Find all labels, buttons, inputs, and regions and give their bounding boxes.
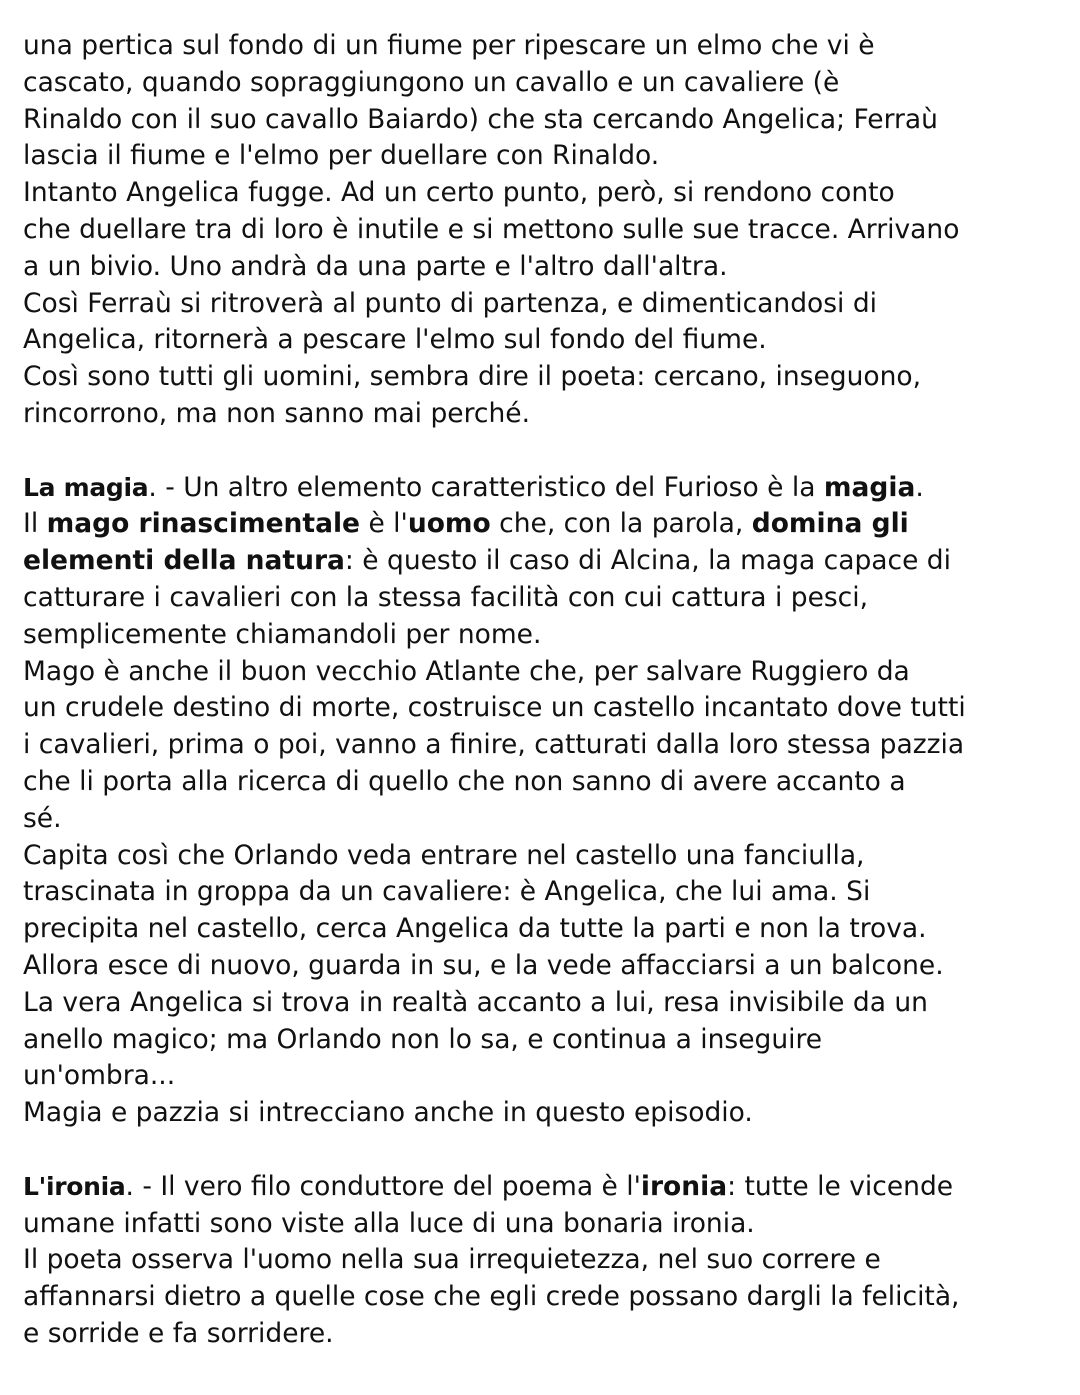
text-line: a un bivio. Uno andrà da una parte e l'altro dall'altra. [23, 250, 728, 282]
bold-text: magia [823, 471, 916, 503]
bold-text: domina gli [751, 508, 909, 540]
text-line: i cavalieri, prima o poi, vanno a finire, catturati dalla loro stessa pazzia [23, 729, 965, 761]
text-line: Magia e pazzia si intrecciano anche in questo episodio. [23, 1097, 753, 1129]
text-line: Angelica, ritornerà a pescare l'elmo sul fondo del fiume. [23, 324, 767, 356]
text-line: trascinata in groppa da un cavaliere: è Angelica, che lui ama. Si [23, 876, 871, 908]
text-span: . - Il vero filo conduttore del poema è l' [125, 1170, 641, 1202]
paragraph-spacer [23, 433, 1063, 470]
text-line: lascia il fiume e l'elmo per duellare con Rinaldo. [23, 140, 660, 172]
text-line: una pertica sul fondo di un fiume per ripescare un elmo che vi è [23, 30, 875, 61]
text-line: e sorride e fa sorridere. [23, 1317, 334, 1349]
bold-text: elementi della natura [23, 545, 345, 577]
text-line [23, 470, 1063, 507]
bold-text: uomo [407, 508, 491, 540]
text-line: sé. [23, 802, 62, 834]
text-line: cascato, quando sopraggiungono un cavallo e un cavaliere (è [23, 66, 840, 98]
text-line: Intanto Angelica fugge. Ad un certo punto, però, si rendono conto [23, 177, 895, 209]
section-heading-ironia: L'ironia [23, 1171, 126, 1201]
text-line: Rinaldo con il suo cavallo Baiardo) che sta cercando Angelica; Ferraù [23, 103, 938, 135]
text-line: precipita nel castello, cerca Angelica da tutte la parti e non la trova. [23, 913, 927, 945]
text-line: Capita così che Orlando veda entrare nel castello una fanciulla, [23, 839, 865, 871]
paragraph-spacer [23, 1132, 1063, 1169]
text-line: Così sono tutti gli uomini, sembra dire il poeta: cercano, inseguono, [23, 361, 922, 393]
text-line: affannarsi dietro a quelle cose che egli crede possano dargli la felicità, [23, 1281, 960, 1313]
text-line: catturare i cavalieri con la stessa facilità con cui cattura i pesci, [23, 581, 869, 613]
section-ironia [23, 1169, 1063, 1353]
text-line: un'ombra... [23, 1060, 176, 1092]
text-span: Il [23, 508, 47, 540]
text-line: un crudele destino di morte, costruisce un castello incantato dove tutti [23, 692, 966, 724]
text-line: rincorrono, ma non sanno mai perché. [23, 397, 530, 429]
paragraph-intro [23, 28, 1063, 433]
text-span: . - Un altro elemento caratteristico del Furioso è la [148, 471, 824, 503]
text-line: che duellare tra di loro è inutile e si mettono sulle sue tracce. Arrivano [23, 213, 960, 245]
text-line: Così Ferraù si ritroverà al punto di partenza, e dimenticandosi di [23, 287, 878, 319]
text-span: : tutte le vicende [727, 1170, 954, 1202]
bold-text: ironia [640, 1170, 728, 1202]
bold-text: mago rinascimentale [46, 508, 361, 540]
text-line [23, 506, 1063, 543]
text-line: Mago è anche il buon vecchio Atlante che, per salvare Ruggiero da [23, 655, 910, 687]
text-line: La vera Angelica si trova in realtà accanto a lui, resa invisibile da un [23, 986, 928, 1018]
text-span: è l' [360, 508, 408, 540]
text-span: : è questo il caso di Alcina, la maga capace di [344, 545, 951, 577]
section-magia [23, 470, 1063, 1132]
text-span: che, con la parola, [490, 508, 752, 540]
text-line: semplicemente chiamandoli per nome. [23, 618, 542, 650]
text-line: anello magico; ma Orlando non lo sa, e continua a inseguire [23, 1023, 823, 1055]
document-page [23, 28, 1063, 1353]
text-line [23, 1169, 1063, 1206]
text-line: Allora esce di nuovo, guarda in su, e la vede affacciarsi a un balcone. [23, 949, 944, 981]
text-line: umane infatti sono viste alla luce di una bonaria ironia. [23, 1207, 755, 1239]
text-line: Il poeta osserva l'uomo nella sua irrequietezza, nel suo correre e [23, 1244, 881, 1276]
text-line [23, 543, 1063, 580]
section-heading-magia: La magia [23, 472, 149, 502]
text-span: . [915, 471, 924, 503]
text-line: che li porta alla ricerca di quello che non sanno di avere accanto a [23, 765, 906, 797]
